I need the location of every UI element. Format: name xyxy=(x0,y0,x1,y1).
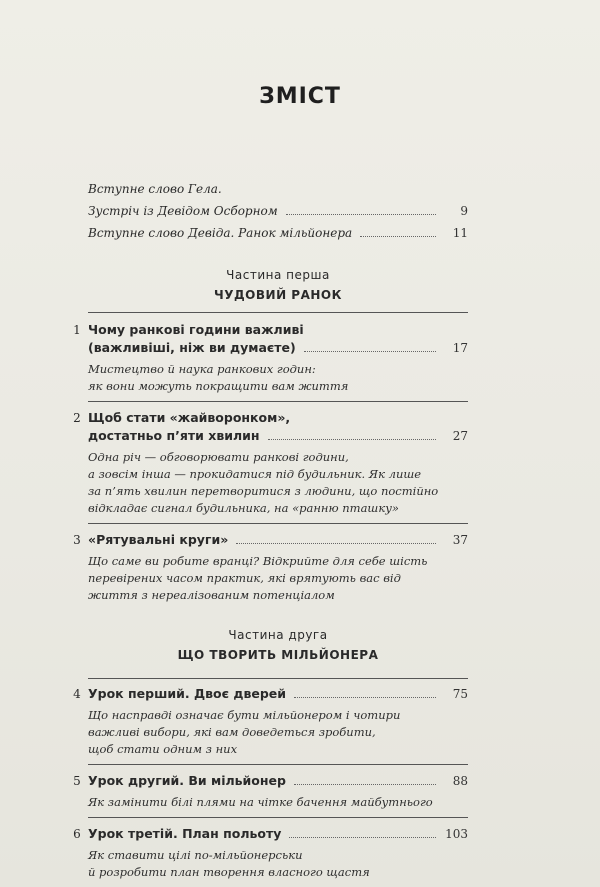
dot-leader xyxy=(268,439,436,440)
toc-chapter-5[interactable] xyxy=(73,772,468,819)
page-number: 88 xyxy=(452,774,468,788)
page-number: 17 xyxy=(452,341,468,355)
table-of-contents xyxy=(73,178,468,881)
toc-entry-intro-2[interactable] xyxy=(88,200,468,222)
page-title: ЗМІСТ xyxy=(259,84,341,109)
chapter-number: 1 xyxy=(73,323,81,337)
chapter-title-line: достатньо п’яти хвилин xyxy=(88,428,260,443)
chapter-title-line: Урок третій. План польоту xyxy=(88,826,282,841)
page-number: 103 xyxy=(445,827,468,841)
chapter-number: 2 xyxy=(73,411,81,425)
desc-line: як вони можуть покращити вам життя xyxy=(88,379,349,393)
page-number: 37 xyxy=(452,533,468,547)
dot-leader xyxy=(289,837,436,838)
dot-leader xyxy=(286,214,436,215)
chapter-title-line: «Рятувальні круги» xyxy=(88,532,229,547)
toc-chapter-3[interactable] xyxy=(73,531,468,604)
chapter-number: 6 xyxy=(73,827,81,841)
intro-section xyxy=(88,178,468,244)
toc-chapter-1[interactable] xyxy=(73,321,468,403)
dot-leader xyxy=(294,784,436,785)
toc-entry-label: Вступне слово Девіда. Ранок мільйонера xyxy=(88,226,353,240)
part-label: Частина перша xyxy=(226,268,330,282)
toc-chapter-4[interactable] xyxy=(73,685,468,766)
desc-line: за п’ять хвилин перетворитися з людини, що постійно xyxy=(88,484,439,498)
chapter-description xyxy=(88,794,468,811)
dot-leader xyxy=(360,236,436,237)
chapter-number: 4 xyxy=(73,687,81,701)
chapter-title-line: Щоб стати «жайворонком», xyxy=(88,410,291,425)
dot-leader xyxy=(304,351,436,352)
desc-line: Мистецтво й наука ранкових годин: xyxy=(88,362,316,376)
toc-entry-label: Зустріч із Девідом Осборном xyxy=(88,204,278,218)
desc-line: важливі вибори, які вам доведеться зробити, xyxy=(88,725,376,739)
chapter-description xyxy=(88,707,468,758)
chapter-number: 3 xyxy=(73,533,81,547)
part-title: ЩО ТВОРИТЬ МІЛЬЙОНЕРА xyxy=(177,648,379,662)
toc-chapter-2[interactable] xyxy=(73,409,468,525)
divider xyxy=(88,523,468,525)
chapter-title-line: Чому ранкові години важливі xyxy=(88,322,304,337)
chapter-title-line: Урок перший. Двоє дверей xyxy=(88,686,287,701)
toc-entry-intro-1[interactable] xyxy=(88,178,468,200)
part-section-2 xyxy=(73,626,468,881)
divider xyxy=(88,764,468,766)
desc-line: життя з нереалізованим потенціалом xyxy=(88,588,335,602)
part-label: Частина друга xyxy=(228,628,328,642)
chapter-description xyxy=(88,847,468,881)
dot-leader xyxy=(294,697,436,698)
page-number: 9 xyxy=(460,204,468,218)
desc-line: відкладає сигнал будильника, на «ранню пташку» xyxy=(88,501,399,515)
toc-entry-intro-3[interactable] xyxy=(88,222,468,244)
chapter-number: 5 xyxy=(73,774,81,788)
page-number: 27 xyxy=(452,429,468,443)
divider xyxy=(88,817,468,819)
dot-leader xyxy=(236,543,436,544)
chapter-description xyxy=(88,553,468,604)
divider xyxy=(88,678,468,679)
desc-line: й розробити план творення власного щастя xyxy=(88,865,370,879)
desc-line: перевірених часом практик, які врятують вас від xyxy=(88,571,401,585)
desc-line: а зовсім інша — прокидатися під будильник. Як лише xyxy=(88,467,422,481)
divider xyxy=(88,312,468,313)
desc-line: щоб стати одним з них xyxy=(88,742,238,756)
chapter-title-line: (важливіші, ніж ви думаєте) xyxy=(88,340,296,355)
part-section-1 xyxy=(73,266,468,604)
desc-line: Як ставити цілі по-мільйонерськи xyxy=(88,848,303,862)
chapter-description xyxy=(88,361,468,395)
divider xyxy=(88,401,468,403)
page-number: 75 xyxy=(452,687,468,701)
desc-line: Що саме ви робите вранці? Відкрийте для себе шість xyxy=(88,554,428,568)
desc-line: Одна річ — обговорювати ранкові години, xyxy=(88,450,349,464)
page-number: 11 xyxy=(452,226,468,240)
desc-line: Як замінити білі плями на чітке бачення майбутнього xyxy=(88,795,433,809)
toc-chapter-6[interactable] xyxy=(73,825,468,881)
desc-line: Що насправді означає бути мільйонером і чотири xyxy=(88,708,401,722)
chapter-title-line: Урок другий. Ви мільйонер xyxy=(88,773,286,788)
toc-entry-label: Вступне слово Гела. xyxy=(88,182,222,196)
part-title: ЧУДОВИЙ РАНОК xyxy=(214,288,342,302)
chapter-description xyxy=(88,449,468,517)
